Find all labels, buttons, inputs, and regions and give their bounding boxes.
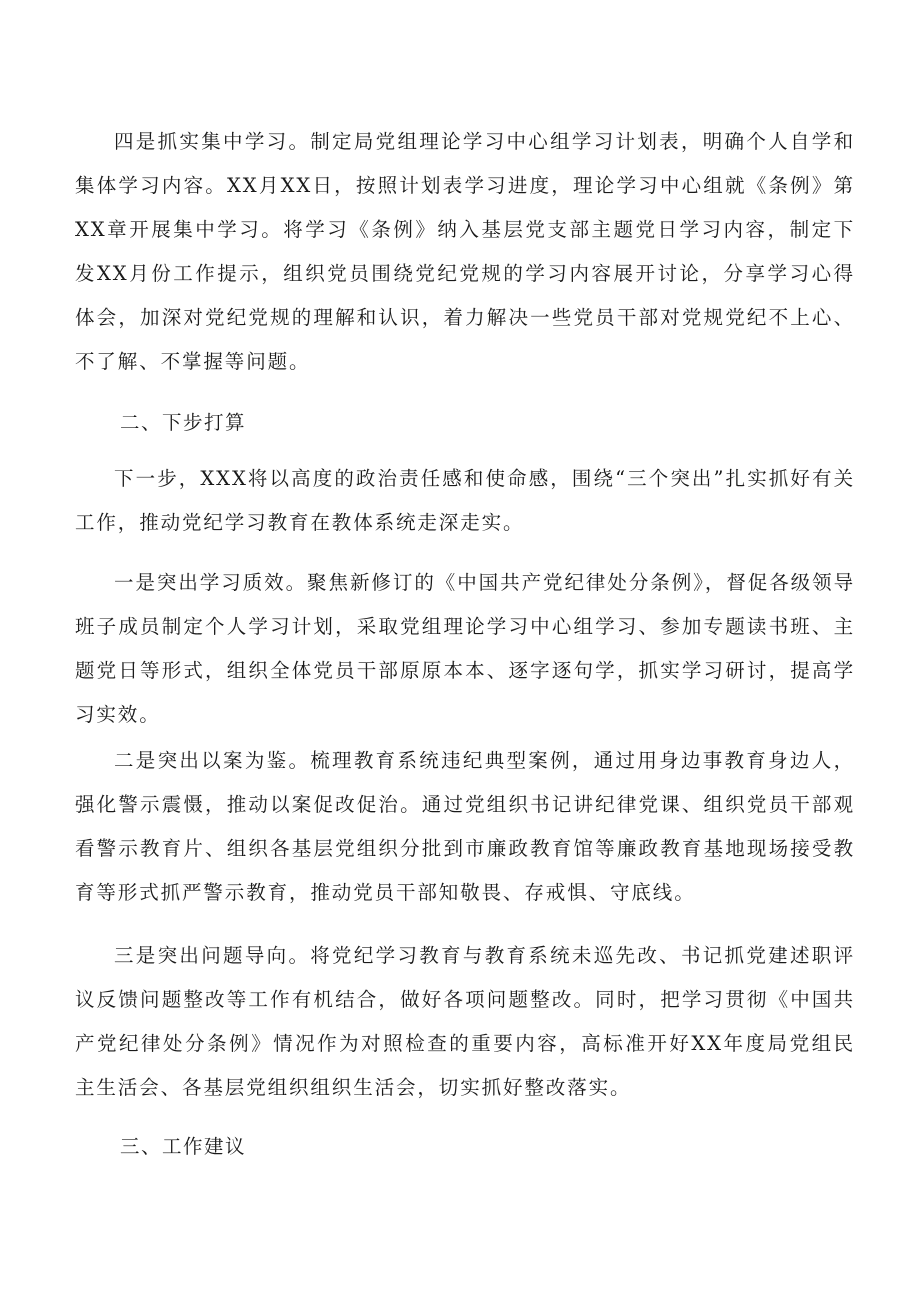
paragraph-centralized-study: 四是抓实集中学习。制定局党组理论学习中心组学习计划表，明确个人自学和集体学习内容。XX月XX日，按照计划表学习进度，理论学习中心组就《条例》第XX章开展集中学习。将学习《条例》纳入基层党支部主题党日学习内容，制定下发XX月份工作提示，组织党员围绕党纪党规的学习内容展开讨论，分享学习心得体会，加深对党纪党规的理解和认识，着力解决一些党员干部对党规党纪不上心、不了解、不掌握等问题。 xyxy=(75,130,855,373)
paragraph-problem-oriented: 三是突出问题导向。将党纪学习教育与教育系统未巡先改、书记抓党建述职评议反馈问题整改等工作有机结合，做好各项问题整改。同时，把学习贯彻《中国共产党纪律处分条例》情况作为对照检查的重要内容，高标准开好XX年度局党组民主生活会、各基层党组织组织生活会，切实抓好整改落实。 xyxy=(75,944,855,1099)
paragraph-case-lessons: 二是突出以案为鉴。梳理教育系统违纪典型案例，通过用身边事教育身边人，强化警示震慑，推动以案促改促治。通过党组织书记讲纪律党课、组织党员干部观看警示教育片、组织各基层党组织分批到市廉政教育馆等廉政教育基地现场接受教育等形式抓严警示教育，推动党员干部知敬畏、存戒惧、守底线。 xyxy=(75,749,855,904)
paragraph-study-quality: 一是突出学习质效。聚焦新修订的《中国共产党纪律处分条例》，督促各级领导班子成员制定个人学习计划，采取党组理论学习中心组学习、参加专题读书班、主题党日等形式，组织全体党员干部原原本本、逐字逐句学，抓实学习研讨，提高学习实效。 xyxy=(75,571,855,726)
paragraph-next-step-intro: 下一步，XXX将以高度的政治责任感和使命感，围绕“三个突出”扎实抓好有关工作，推动党纪学习教育在教体系统走深走实。 xyxy=(75,467,855,534)
section-heading-work-suggestions: 三、工作建议 xyxy=(120,1135,247,1158)
section-heading-next-steps: 二、下步打算 xyxy=(120,411,247,434)
